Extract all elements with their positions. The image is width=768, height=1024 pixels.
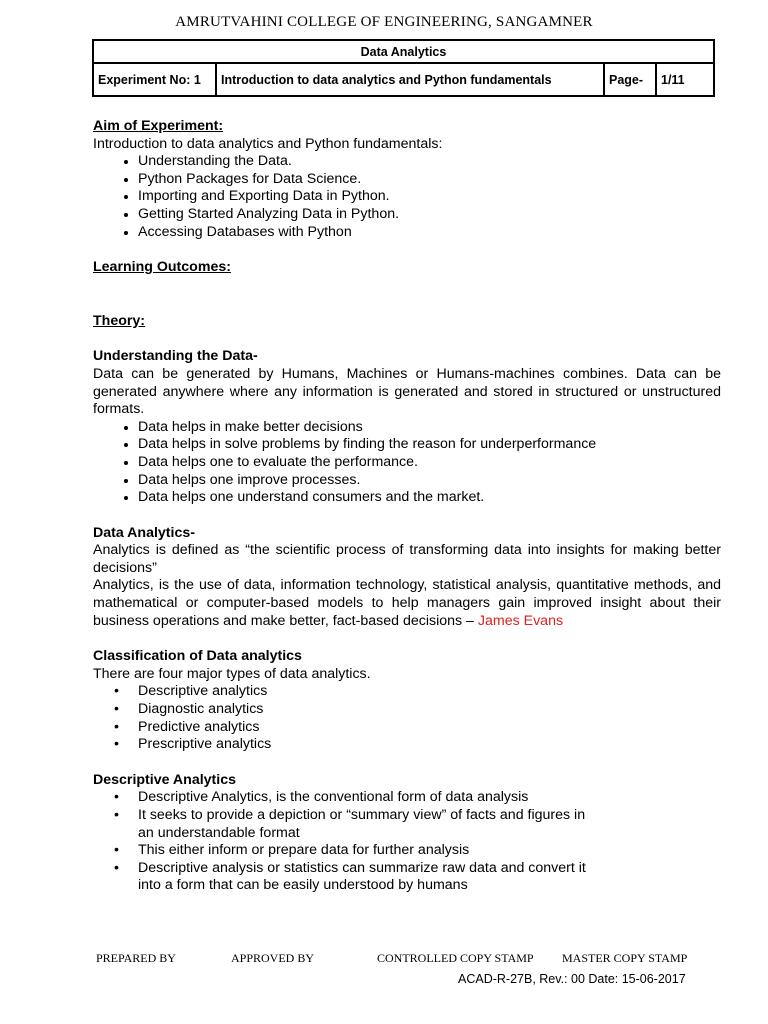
list-item: • Data helps one to evaluate the performance. — [138, 454, 721, 472]
list-item: • Data helps in solve problems by finding the reason for underperformance — [138, 436, 721, 454]
list-item: • Accessing Databases with Python — [138, 224, 721, 242]
classification-intro: There are four major types of data analytics. — [93, 665, 371, 682]
data-analytics-description — [93, 577, 721, 630]
approved-by: APPROVED BY — [231, 951, 315, 965]
list-item: • Predictive analytics — [138, 719, 721, 737]
list-item: • This either inform or prepare data for further analysis — [138, 842, 721, 860]
college-name: AMRUTVAHINI COLLEGE OF ENGINEERING, SANGAMNER — [175, 14, 593, 30]
list-item: into a form that can be easily understood by humans — [138, 877, 468, 894]
understanding-list — [93, 419, 721, 507]
descriptive-heading: Descriptive Analytics — [93, 771, 236, 788]
list-item: • Getting Started Analyzing Data in Python. — [138, 206, 721, 224]
list-item: • Prescriptive analytics — [138, 736, 721, 754]
list-item: • Data helps in make better decisions — [138, 419, 721, 437]
list-item: • Data helps one improve processes. — [138, 472, 721, 490]
list-item: • Diagnostic analytics — [138, 701, 721, 719]
experiment-header-table — [92, 39, 715, 97]
aim-list — [93, 153, 721, 241]
classification-heading: Classification of Data analytics — [93, 648, 302, 665]
classification-list — [93, 683, 721, 753]
prepared-by: PREPARED BY — [96, 951, 176, 965]
data-analytics-description-text: Analytics, is the use of data, information technology, statistical analysis, quantitative methods, and mathematical or computer-based models to help managers gain improved insight about their business operations and make better, fact-based decisions – — [93, 577, 721, 629]
understanding-heading: Understanding the Data- — [93, 348, 258, 365]
list-item: • Descriptive analytics — [138, 683, 721, 701]
page-number: 1/11 — [656, 63, 714, 96]
list-item: • Importing and Exporting Data in Python. — [138, 188, 721, 206]
master-copy-stamp: MASTER COPY STAMP — [562, 951, 688, 965]
list-item: • Python Packages for Data Science. — [138, 171, 721, 189]
learning-outcomes-heading: Learning Outcomes: — [93, 259, 231, 276]
understanding-paragraph: Data can be generated by Humans, Machines or Humans-machines combines. Data can be generated anywhere where any information is generated and stored in structured or unstructured formats. — [93, 365, 721, 418]
aim-heading: Aim of Experiment: — [93, 118, 224, 134]
revision-info: ACAD-R-27B, Rev.: 00 Date: 15-06-2017 — [458, 972, 686, 986]
subject-title: Data Analytics — [93, 40, 714, 63]
data-analytics-heading: Data Analytics- — [93, 524, 195, 541]
controlled-copy-stamp: CONTROLLED COPY STAMP — [377, 951, 534, 965]
list-item: • Descriptive Analytics, is the conventional form of data analysis — [138, 789, 721, 807]
data-analytics-definition: Analytics is defined as “the scientific process of transforming data into insights for making better decisions” — [93, 542, 721, 576]
list-item: • It seeks to provide a depiction or “summary view” of facts and figures in — [138, 807, 721, 825]
document-body — [93, 118, 721, 895]
experiment-number: Experiment No: 1 — [93, 63, 216, 96]
experiment-title: Introduction to data analytics and Python fundamentals — [216, 63, 604, 96]
list-item: an understandable format — [138, 824, 300, 841]
list-item: • Data helps one understand consumers and the market. — [138, 489, 721, 507]
page-label: Page- — [604, 63, 656, 96]
list-item: • Understanding the Data. — [138, 153, 721, 171]
aim-intro: Introduction to data analytics and Python fundamentals: — [93, 135, 443, 152]
theory-heading: Theory: — [93, 312, 146, 329]
descriptive-list — [93, 789, 721, 895]
quote-author: James Evans — [477, 612, 564, 629]
list-item: • Descriptive analysis or statistics can summarize raw data and convert it — [138, 860, 721, 878]
